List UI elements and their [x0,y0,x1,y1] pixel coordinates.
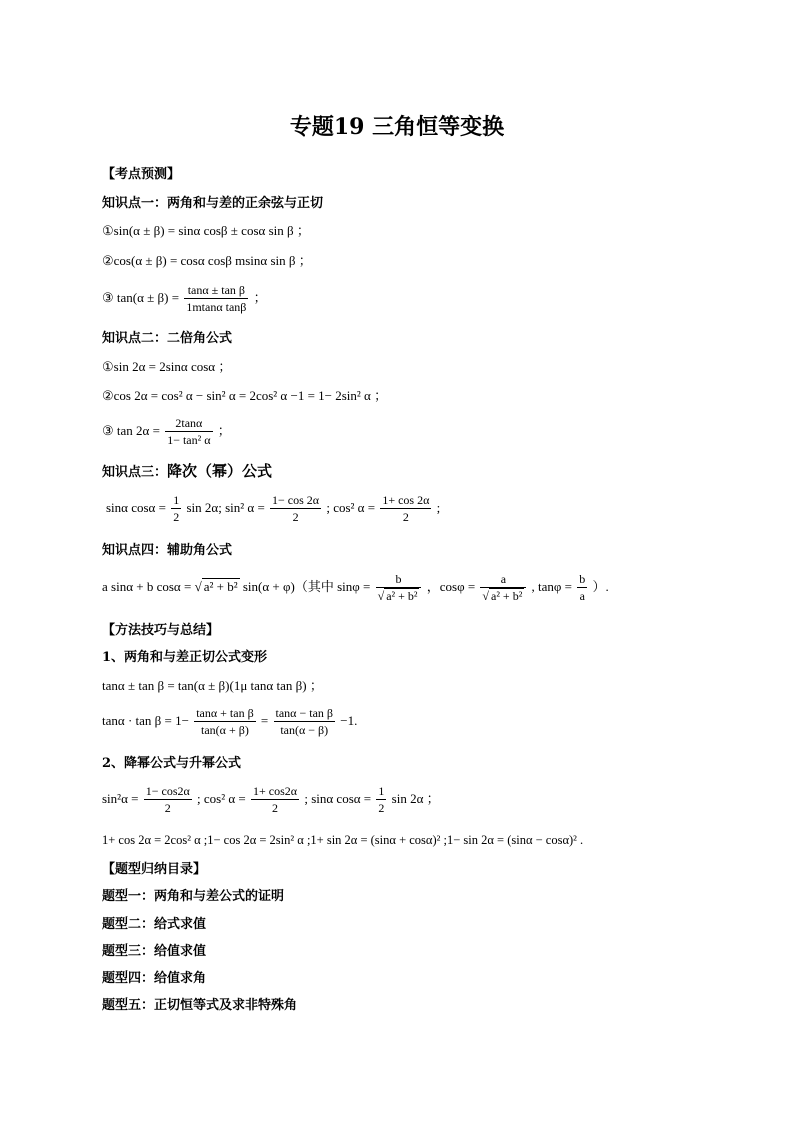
knowledge-point-4-heading: 知识点四：辅助角公式 [102,543,233,558]
formula-sum-cos: ②cos(α ± β) = cosα cosβ msinα sin β ； [102,253,312,268]
numerator: b [376,572,422,588]
knowledge-point-2-heading: 知识点二：二倍角公式 [102,331,233,346]
knowledge-point-3-heading [102,462,272,481]
denominator: tan(α − β) [280,723,329,738]
formula-power-reduction-2 [102,784,440,816]
question-type-2: 题型二：给式求值 [102,917,207,932]
section-heading-methods: 【方法技巧与总结】 [102,623,220,638]
formula-text: ； [217,422,231,438]
method-2-heading: 2、降幂公式与升幂公式 [102,756,242,771]
fraction [577,572,587,604]
question-type-4: 题型四：给值求角 [102,971,207,986]
numerator: tanα + tan β [194,706,255,722]
formula-text: ③ tan 2α = [102,422,160,438]
fraction [480,572,526,604]
formula-text: sin²α = [102,790,139,806]
formula-double-cos: ②cos 2α = cos² α − sin² α = 2cos² α −1 = 1− 2sin² α ； [102,388,388,403]
numerator: 2tanα [165,416,212,432]
fraction [194,706,255,738]
formula-tan-sum-variant: tanα ± tan β = tan(α ± β)(1μ tanα tan β) ； [102,678,323,693]
formula-double-tan [102,416,231,448]
denominator: 2 [272,801,279,816]
denominator: 2 [173,510,180,525]
formula-auxiliary-angle: a sinα + b cosα = √ a² + b² sin(α + φ)（其中 sinφ = $\frac{b}{\text{√ a² + b²}}$ ，cosφ = $\frac{a}{\text{√ a² + b²}}$ , tanφ = $\frac{b}{a}$ ）. [102,572,609,604]
formula-text: sinα cosα = [106,499,166,515]
fraction [184,283,248,315]
formula-text: = [260,712,269,728]
numerator: tanα ± tan β [184,283,248,299]
formula-power-reduction [106,493,440,525]
denominator: √ a² + b² [482,589,523,604]
formula-power-raising: 1+ cos 2α = 2cos² α ;1− cos 2α = 2sin² α ;1+ sin 2α = (sinα + cosα)² ;1− sin 2α = (sinα − cosα)² . [102,833,584,847]
numerator: 1− cos2α [144,784,192,800]
formula-text: , tanφ = [531,578,573,594]
section-heading-predictions: 【考点预测】 [102,167,181,182]
question-type-1: 题型一：两角和与差公式的证明 [102,889,285,904]
denominator: 2 [378,801,385,816]
formula-text: tanα · tan β = 1− [102,712,189,728]
numerator: 1+ cos2α [251,784,299,800]
denominator: 1mtanα tanβ [186,300,247,315]
denominator: 2 [292,510,299,525]
numerator: 1 [376,784,386,800]
denominator: tan(α + β) [201,723,249,738]
formula-text: ; cos² α = [197,790,246,806]
numerator: 1+ cos 2α [380,493,431,509]
fraction [376,784,386,816]
sqrt-radicand: a² + b² [203,578,238,594]
fraction [380,493,431,525]
formula-text: sin 2α ； [391,790,440,806]
formula-tan-product [102,706,357,738]
fraction [165,416,212,448]
fraction [270,493,321,525]
formula-text: sin 2α; sin² α = [186,499,265,515]
heading-prefix: 知识点三： [102,465,168,480]
numerator: 1− cos 2α [270,493,321,509]
knowledge-point-1-heading: 知识点一：两角和与差的正余弦与正切 [102,196,324,211]
sqrt-radicand: a² + b² [386,589,418,604]
fraction [171,493,181,525]
formula-text: ; sinα cosα = [304,790,372,806]
page-title: 专题19 三角恒等变换 [289,114,505,140]
formula-sum-tan [102,283,267,315]
denominator: √ a² + b² [377,589,418,604]
formula-text: −1. [340,712,358,728]
formula-text: ; [436,499,441,515]
formula-text: ③ tan(α ± β) = [102,289,180,305]
formula-text: a sinα + b cosα = [102,578,192,594]
fraction [144,784,192,816]
numerator: a [480,572,526,588]
numerator: 1 [171,493,181,509]
formula-double-sin: ①sin 2α = 2sinα cosα ； [102,359,232,374]
fraction [251,784,299,816]
fraction [376,572,422,604]
sqrt-radicand: a² + b² [491,589,523,604]
fraction [274,706,335,738]
section-heading-types: 【题型归纳目录】 [102,862,207,877]
heading-text: 降次（幂）公式 [167,462,273,480]
denominator: a [579,589,585,604]
formula-text: sin(α + φ)（其中 sinφ = [242,578,371,594]
numerator: tanα − tan β [274,706,335,722]
denominator: 2 [402,510,409,525]
formula-text: ； [253,289,267,305]
numerator: b [577,572,587,588]
question-type-3: 题型三：给值求值 [102,944,207,959]
formula-text: ，cosφ = [426,578,476,594]
method-1-heading: 1、两角和与差正切公式变形 [102,650,268,665]
formula-sum-sin: ①sin(α ± β) = sinα cosβ ± cosα sin β ； [102,223,310,238]
formula-text: ; cos² α = [326,499,376,515]
question-type-5: 题型五：正切恒等式及求非特殊角 [102,998,298,1013]
formula-text: ）. [592,578,609,594]
denominator: 2 [164,801,171,816]
denominator: 1− tan² α [167,433,211,448]
